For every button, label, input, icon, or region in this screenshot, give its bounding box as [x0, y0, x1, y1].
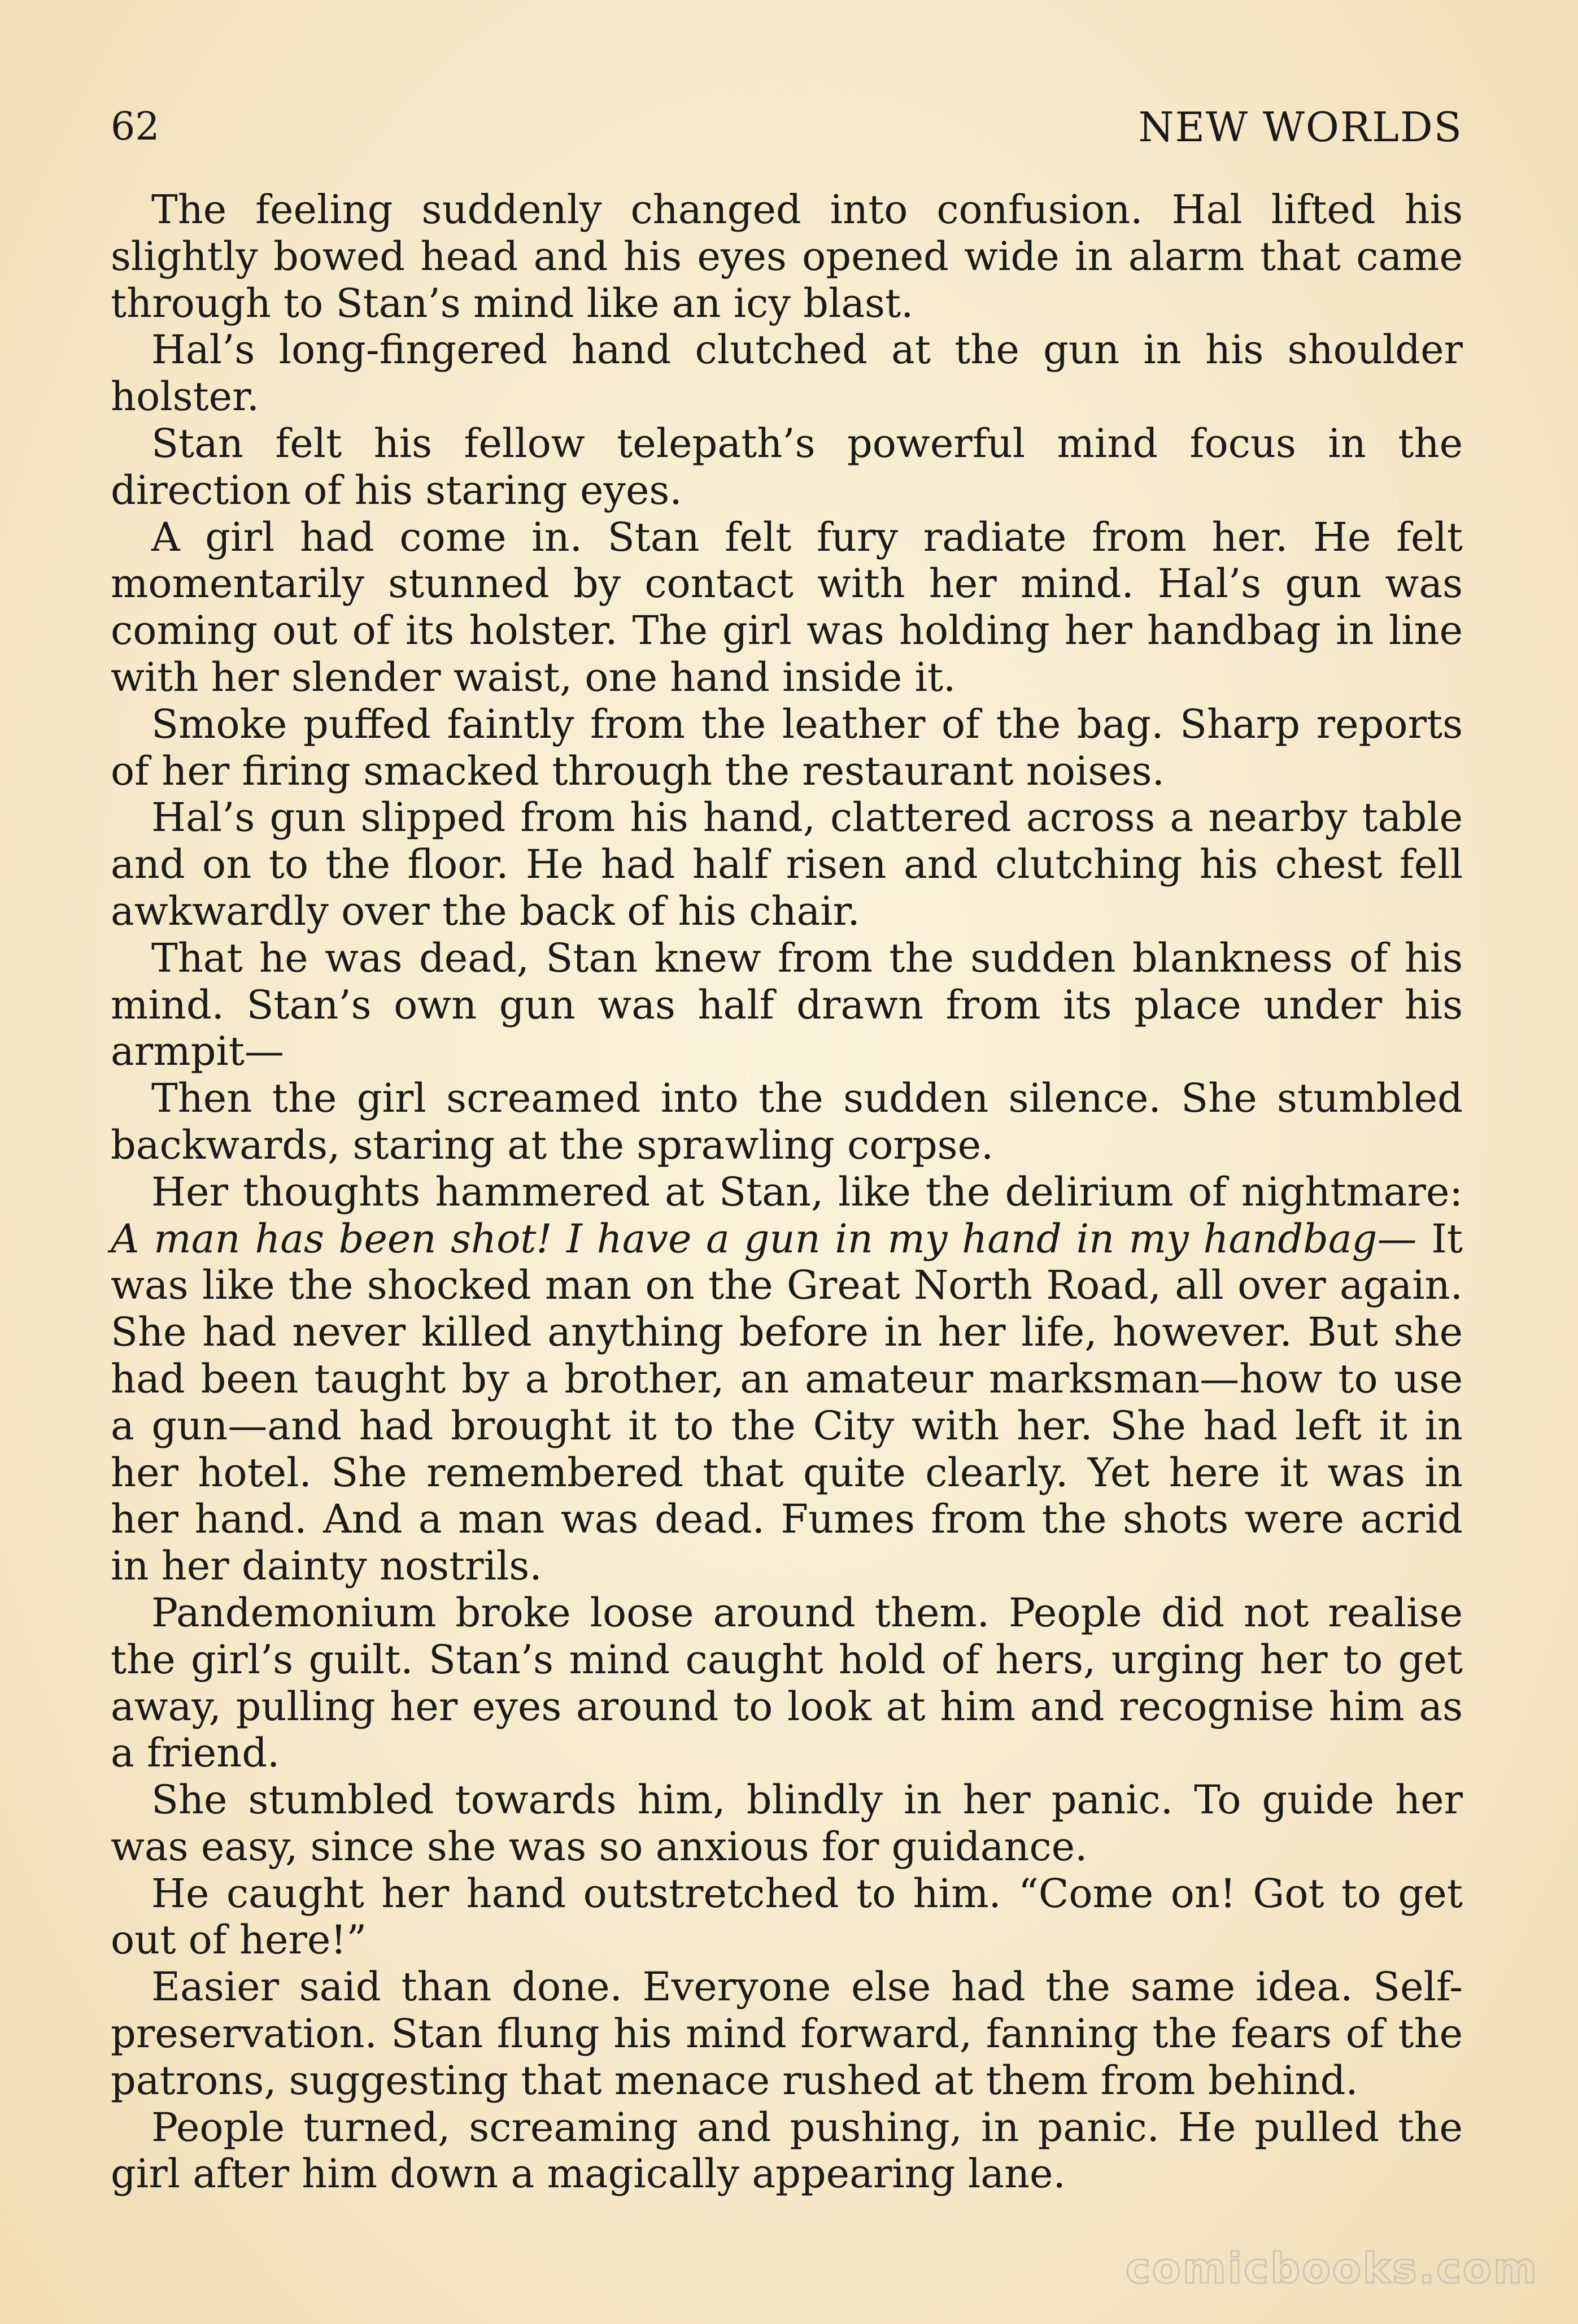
paragraph: A girl had come in. Stan felt fury radiate from her. He felt momentarily stunned by contact with her mind. Hal’s gun was coming out of its holster. The girl was holding her handbag in line with her slender waist, one hand inside it.: [111, 513, 1463, 700]
body-text: [111, 186, 1463, 2197]
paragraph: Smoke puffed faintly from the leather of the bag. Sharp reports of her firing smacked through the restaurant noises.: [111, 700, 1463, 794]
thoughts-rest: It was like the shocked man on the Great North Road, all over again. She had never killed anything before in her life, however. But she had been taught by a brother, an amateur marksman—how to use a gun—and had brought it to the City with her. She had left it in her hotel. She remembered that quite clearly. Yet here it was in her hand. And a man was dead. Fumes from the shots were acrid in her dainty nostrils.: [111, 1215, 1463, 1590]
page-header: [111, 96, 1463, 158]
paragraph: She stumbled towards him, blindly in her panic. To guide her was easy, since she was so anxious for guidance.: [111, 1777, 1463, 1870]
watermark: comicbooks.com: [1126, 2244, 1538, 2293]
paragraph: People turned, screaming and pushing, in panic. He pulled the girl after him down a magically appearing lane.: [111, 2104, 1463, 2197]
thoughts-paragraph: [111, 1169, 1463, 1590]
paragraph: Hal’s gun slipped from his hand, clattered across a nearby table and on to the floor. He had half risen and clutching his chest fell awkwardly over the back of his chair.: [111, 794, 1463, 934]
paragraph: That he was dead, Stan knew from the sudden blankness of his mind. Stan’s own gun was half drawn from its place under his armpit—: [111, 934, 1463, 1075]
paragraph: Then the girl screamed into the sudden silence. She stumbled backwards, staring at the sprawling corpse.: [111, 1075, 1463, 1168]
page-number: 62: [111, 105, 160, 149]
paragraph: Hal’s long-fingered hand clutched at the gun in his shoulder holster.: [111, 327, 1463, 420]
paragraph: Pandemonium broke loose around them. People did not realise the girl’s guilt. Stan’s mind caught hold of hers, urging her to get away, pulling her eyes around to look at him and recognise him as a friend.: [111, 1589, 1463, 1777]
running-title: NEW WORLDS: [1138, 103, 1463, 151]
thoughts-lead: Her thoughts hammered at Stan, like the delirium of nightmare:: [151, 1168, 1463, 1215]
paragraph: Stan felt his fellow telepath’s powerful mind focus in the direction of his staring eyes.: [111, 420, 1463, 513]
paragraph: The feeling suddenly changed into confusion. Hal lifted his slightly bowed head and his eyes opened wide in alarm that came through to Stan’s mind like an icy blast.: [111, 186, 1463, 327]
thoughts-italic: A man has been shot! I have a gun in my hand in my handbag—: [111, 1215, 1417, 1262]
paragraph: Easier said than done. Everyone else had the same idea. Self-preservation. Stan flung his mind forward, fanning the fears of the patrons, suggesting that menace rushed at them from behind.: [111, 1964, 1463, 2104]
paragraph: He caught her hand outstretched to him. “Come on! Got to get out of here!”: [111, 1870, 1463, 1964]
